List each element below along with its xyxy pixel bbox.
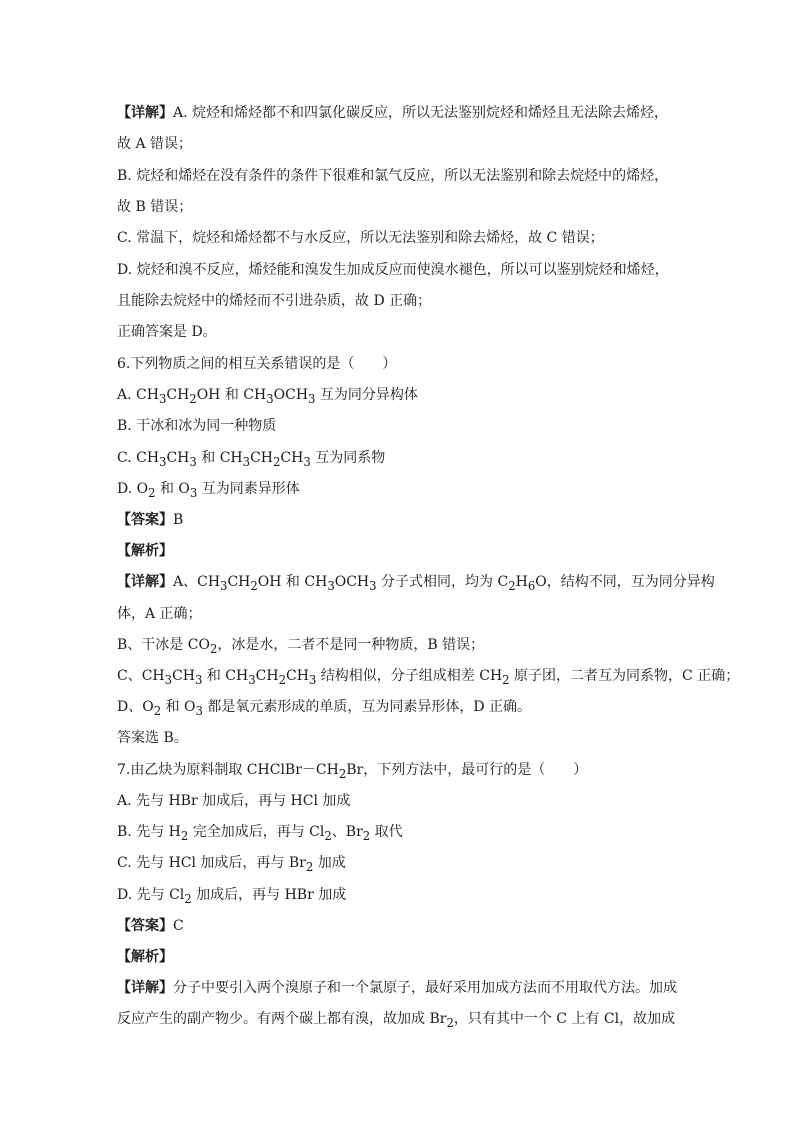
text-line: 答案选 B。: [117, 730, 188, 746]
text-line: C. 常温下，烷烃和烯烃都不与水反应，所以无法鉴别和除去烯烃，故 C 错误；: [117, 230, 604, 246]
text-line: 【答案】B: [117, 512, 184, 528]
text-line: 【解析】: [117, 543, 173, 559]
text-line: C. 先与 HCl 加成后，再与 $Br_2$ 加成: [117, 855, 346, 874]
text-line: 【详解】A. 烷烃和烯烃都不和四氯化碳反应，所以无法鉴别烷烃和烯烃且无法除去烯烃，: [117, 105, 669, 121]
text-line: 反应产生的副产物少。有两个碳上都有溴，故加成 $Br_2$，只有其中一个 C 上有 Cl，故加成: [117, 1011, 676, 1030]
text-line: 且能除去烷烃中的烯烃而不引进杂质，故 D 正确；: [117, 293, 432, 309]
text-line: B、干冰是 $CO_2$，冰是水，二者不是同一种物质，B 错误；: [117, 637, 485, 656]
text-line: 【详解】分子中要引入两个溴原子和一个氯原子，最好采用加成方法而不用取代方法。加成: [117, 980, 677, 996]
text-line: 【答案】C: [117, 918, 184, 934]
text-line: 体，A 正确；: [117, 606, 202, 622]
text-line: D. $O_2$ 和 $O_3$ 互为同素异形体: [117, 481, 300, 500]
text-line: C、$CH_3CH_3$ 和 $CH_3CH_2CH_3$ 结构相似，分子组成相差 $CH_2$ 原子团，二者互为同系物，C 正确；: [117, 668, 740, 687]
text-line: 故 A 错误；: [117, 136, 193, 152]
text-line: 6.下列物质之间的相互关系错误的是（ ）: [117, 356, 397, 372]
text-line: 【详解】A、$CH_3CH_2OH$ 和 $CH_3OCH_3$ 分子式相同，均为 $C_2H_6O$，结构不同，互为同分异构: [117, 574, 715, 593]
text-line: 故 B 错误；: [117, 199, 193, 215]
text-line: A. $CH_3CH_2OH$ 和 $CH_3OCH_3$ 互为同分异构体: [117, 387, 418, 406]
text-line: 【解析】: [117, 949, 173, 965]
text-line: B. 先与 $H_2$ 完全加成后，再与 $Cl_2$、$Br_2$ 取代: [117, 824, 403, 843]
text-line: 正确答案是 D。: [117, 324, 217, 340]
text-line: D. 烷烃和溴不反应，烯烃能和溴发生加成反应而使溴水褪色，所以可以鉴别烷烃和烯烃，: [117, 262, 669, 278]
text-line: B. 烷烃和烯烃在没有条件的条件下很难和氯气反应，所以无法鉴别和除去烷烃中的烯烃，: [117, 168, 669, 184]
text-line: B. 干冰和冰为同一种物质: [117, 418, 277, 434]
text-line: 7.由乙炔为原料制取 $CHClBr-CH_2Br$，下列方法中，最可行的是（ ）: [117, 762, 588, 781]
text-line: D. 先与 $Cl_2$ 加成后，再与 HBr 加成: [117, 887, 347, 906]
text-line: C. $CH_3CH_3$ 和 $CH_3CH_2CH_3$ 互为同系物: [117, 450, 386, 469]
text-line: D、$O_2$ 和 $O_3$ 都是氧元素形成的单质，互为同素异形体，D 正确。: [117, 699, 532, 718]
text-line: A. 先与 HBr 加成后，再与 HCl 加成: [117, 793, 351, 809]
